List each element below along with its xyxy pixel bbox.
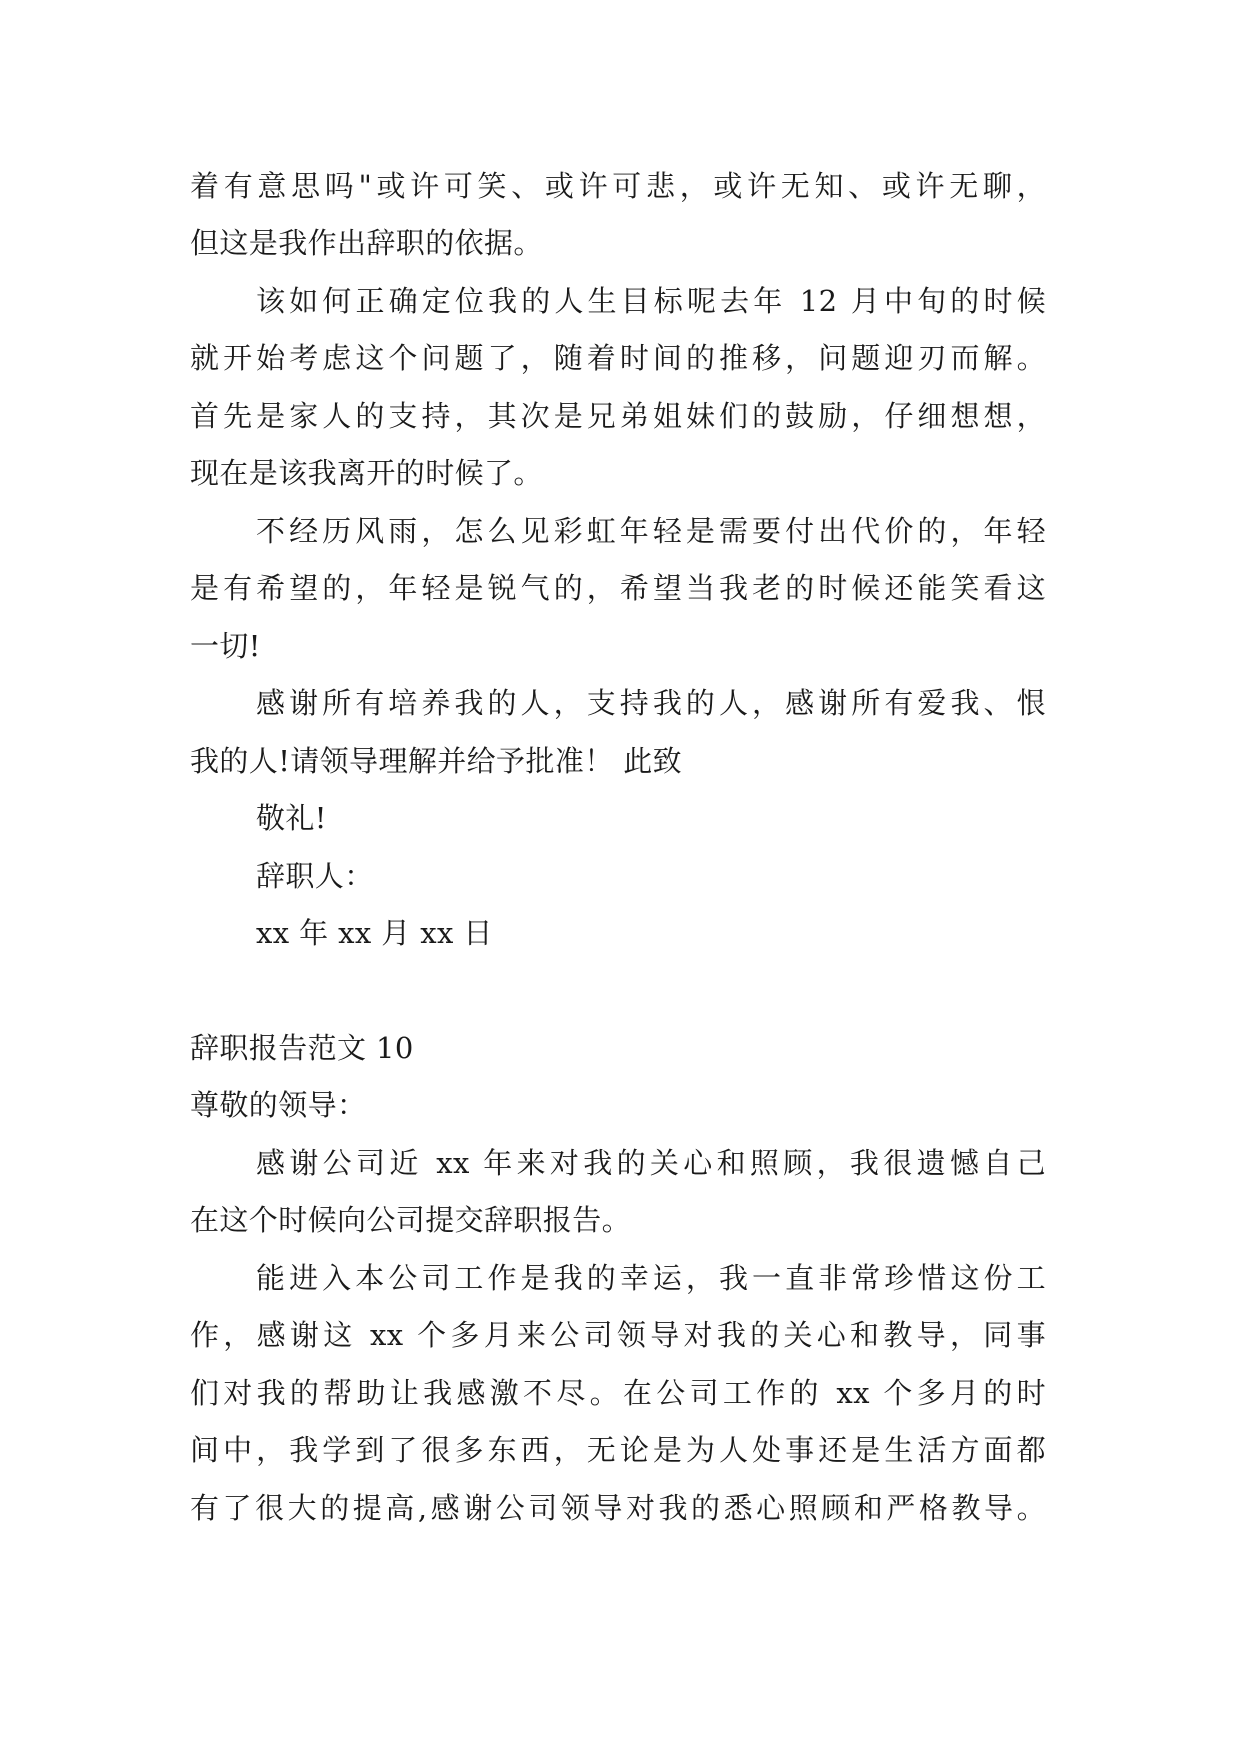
- body-line: 有了很大的提高,感谢公司领导对我的悉心照顾和严格教导。: [190, 1491, 1046, 1525]
- paragraph-first-line: 不经历风雨，怎么见彩虹年轻是需要付出代价的，年轻: [256, 514, 1046, 548]
- body-line: 但这是我作出辞职的依据。: [190, 226, 543, 260]
- body-line: 首先是家人的支持，其次是兄弟姐妹们的鼓励，仔细想想，: [190, 399, 1046, 433]
- body-line: 一切!: [190, 629, 261, 663]
- body-line: 作，感谢这 xx 个多月来公司领导对我的关心和教导，同事: [190, 1318, 1046, 1352]
- body-line: 在这个时候向公司提交辞职报告。: [190, 1203, 632, 1237]
- paragraph-first-line: 能进入本公司工作是我的幸运，我一直非常珍惜这份工: [256, 1261, 1046, 1295]
- body-line: 间中，我学到了很多东西，无论是为人处事还是生活方面都: [190, 1433, 1046, 1467]
- paragraph-first-line: 感谢所有培养我的人，支持我的人，感谢所有爱我、恨: [256, 686, 1046, 720]
- date-line: xx 年 xx 月 xx 日: [256, 916, 493, 950]
- body-line: 是有希望的，年轻是锐气的，希望当我老的时候还能笑看这: [190, 571, 1046, 605]
- body-line: 着有意思吗"或许可笑、或许可悲，或许无知、或许无聊，: [190, 169, 1046, 203]
- signature-label: 辞职人：: [256, 859, 374, 893]
- greeting: 尊敬的领导：: [190, 1088, 367, 1122]
- section-heading: 辞职报告范文 10: [190, 1031, 414, 1065]
- body-line: 现在是该我离开的时候了。: [190, 456, 543, 490]
- body-line: 我的人!请领导理解并给予批准！ 此致: [190, 744, 683, 778]
- paragraph-first-line: 感谢公司近 xx 年来对我的关心和照顾，我很遗憾自己: [256, 1146, 1046, 1180]
- paragraph-first-line: 该如何正确定位我的人生目标呢去年 12 月中旬的时候: [256, 284, 1046, 318]
- closing-salutation: 敬礼!: [256, 801, 327, 835]
- body-line: 就开始考虑这个问题了，随着时间的推移，问题迎刃而解。: [190, 341, 1046, 375]
- body-line: 们对我的帮助让我感激不尽。在公司工作的 xx 个多月的时: [190, 1376, 1046, 1410]
